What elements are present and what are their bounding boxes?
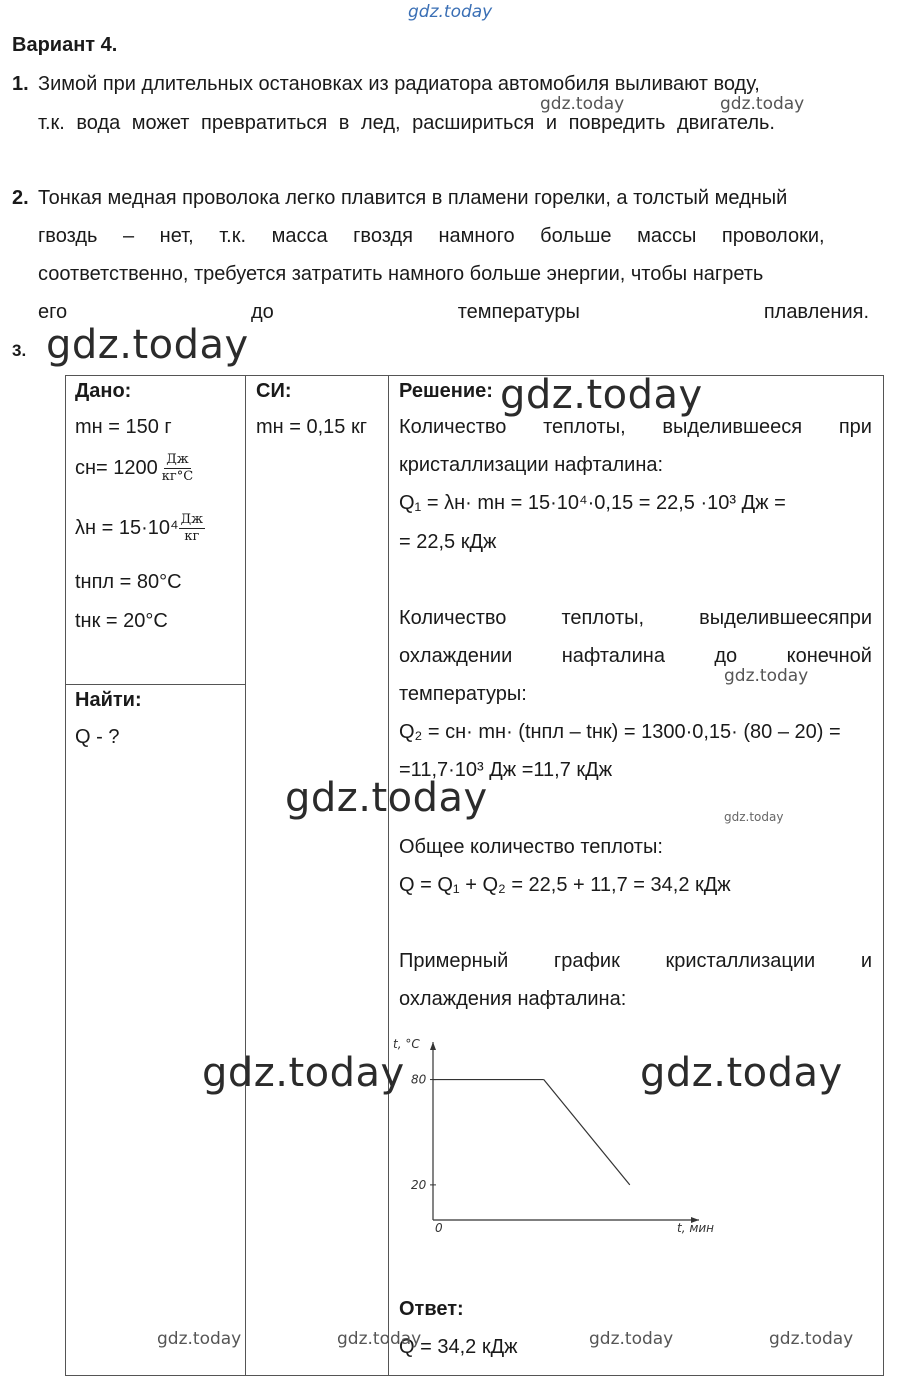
q2-word: до xyxy=(251,301,274,323)
solution-p2-line1 xyxy=(399,607,872,630)
watermark: gdz.today xyxy=(285,775,488,821)
word: теплоты, xyxy=(543,416,626,438)
word: до xyxy=(714,645,738,667)
given-heat-capacity xyxy=(75,452,193,485)
y-tick-label: 20 xyxy=(411,1177,427,1192)
word: Количество xyxy=(399,416,507,438)
watermark: gdz.today xyxy=(720,94,805,114)
word: выделившееся xyxy=(662,416,803,438)
find-cell xyxy=(66,685,246,1376)
solution-p3: Общее количество теплоты: xyxy=(399,836,663,858)
q2-line2: гвоздь – нет, т.к. масса гвоздя намного больше массы проволоки, xyxy=(38,225,825,247)
watermark: gdz.today xyxy=(202,1050,405,1096)
given-cell xyxy=(66,376,246,685)
solution-p1-line1 xyxy=(399,416,872,439)
unit-numerator: Дж xyxy=(180,512,204,527)
watermark: gdz.today xyxy=(640,1050,843,1096)
equation-q2-result: =11,7·10³ Дж =11,7 кДж xyxy=(399,759,613,781)
watermark: gdz.today xyxy=(337,1329,422,1349)
q2-word: температуры xyxy=(457,301,580,323)
solution-p2-line2 xyxy=(399,645,872,668)
watermark: gdz.today xyxy=(500,372,703,418)
answer-value: Q = 34,2 кДж xyxy=(399,1336,518,1358)
q1-line2: т.к. вода может превратиться в лед, расшириться и повредить двигатель. xyxy=(38,112,775,134)
q1-number: 1. xyxy=(12,73,29,95)
word: и xyxy=(860,950,872,972)
q2-number: 2. xyxy=(12,187,29,209)
q2-word: плавления. xyxy=(763,301,869,323)
y-axis-label: t, °C xyxy=(393,1037,420,1051)
word: выделившеесяпри xyxy=(699,607,872,629)
unit-numerator: Дж xyxy=(166,452,189,467)
equation-q2: Q₂ = cн· mн· (tнпл – tнк) = 1300·0,15· (80 – 20) = xyxy=(399,721,841,743)
given-t-melt: tнпл = 80°C xyxy=(75,571,182,593)
q2-word: его xyxy=(38,301,68,323)
word: при xyxy=(838,416,872,438)
given-mass: mн = 150 г xyxy=(75,416,172,438)
watermark: gdz.today xyxy=(157,1329,242,1349)
equation-q1: Q₁ = λн· mн = 15·10⁴·0,15 = 22,5 ·10³ Дж = xyxy=(399,492,786,514)
solution-p1-line2: кристаллизации нафталина: xyxy=(399,454,664,476)
word: нафталина xyxy=(561,645,665,667)
find-value: Q - ? xyxy=(75,726,120,748)
watermark: gdz.today xyxy=(724,810,784,824)
q1-line1: Зимой при длительных остановках из радиатора автомобиля выливают воду, xyxy=(38,73,760,95)
given-t-final: tнк = 20°C xyxy=(75,610,168,632)
answer-header: Ответ: xyxy=(399,1298,464,1320)
unit-denominator: кг xyxy=(184,529,200,544)
series-line-охлаждение xyxy=(544,1080,630,1185)
solution-p2-line3: температуры: xyxy=(399,683,527,705)
word: Количество xyxy=(399,607,507,629)
solution-p4-line2: охлаждения нафталина: xyxy=(399,988,627,1010)
y-axis-arrow-icon xyxy=(430,1042,436,1050)
q2-line1: Тонкая медная проволока легко плавится в пламени горелки, а толстый медный xyxy=(38,187,788,209)
equation-q1-result: = 22,5 кДж xyxy=(399,531,497,553)
given-lambda xyxy=(75,512,205,545)
watermark: gdz.today xyxy=(724,666,809,686)
solution-cell xyxy=(389,376,884,1376)
x-axis-label: t, мин xyxy=(677,1221,715,1235)
word: график xyxy=(553,950,620,972)
solution-header: Решение: xyxy=(399,380,493,402)
word: охлаждении xyxy=(399,645,513,667)
unit-denominator: кг°C xyxy=(161,469,194,484)
watermark: gdz.today xyxy=(540,94,625,114)
q2-line4 xyxy=(38,301,869,324)
q3-number: 3. xyxy=(12,341,27,360)
find-header: Найти: xyxy=(75,689,142,711)
q2-line3: соответственно, требуется затратить намного больше энергии, чтобы нагреть xyxy=(38,263,764,285)
y-tick-label: 80 xyxy=(411,1072,427,1087)
word: теплоты, xyxy=(561,607,645,629)
si-header: СИ: xyxy=(256,380,292,402)
given-header: Дано: xyxy=(75,380,132,402)
origin-label: 0 xyxy=(435,1221,443,1235)
given-heat-capacity-value: cн= 1200 xyxy=(75,456,158,479)
equation-total: Q = Q₁ + Q₂ = 22,5 + 11,7 = 34,2 кДж xyxy=(399,874,731,896)
watermark: gdz.today xyxy=(46,322,249,368)
word: конечной xyxy=(786,645,872,667)
si-mass: mн = 0,15 кг xyxy=(256,416,368,438)
watermark: gdz.today xyxy=(589,1329,674,1349)
word: кристаллизации xyxy=(665,950,816,972)
watermark: gdz.today xyxy=(769,1329,854,1349)
word: Примерный xyxy=(399,950,509,972)
solution-p4-line1 xyxy=(399,950,872,973)
solution-table xyxy=(65,375,884,1376)
si-cell xyxy=(246,376,389,1376)
variant-title: Вариант 4. xyxy=(12,34,118,56)
watermark-top: gdz.today xyxy=(408,2,493,22)
given-lambda-value: λн = 15·10⁴ xyxy=(75,516,179,539)
